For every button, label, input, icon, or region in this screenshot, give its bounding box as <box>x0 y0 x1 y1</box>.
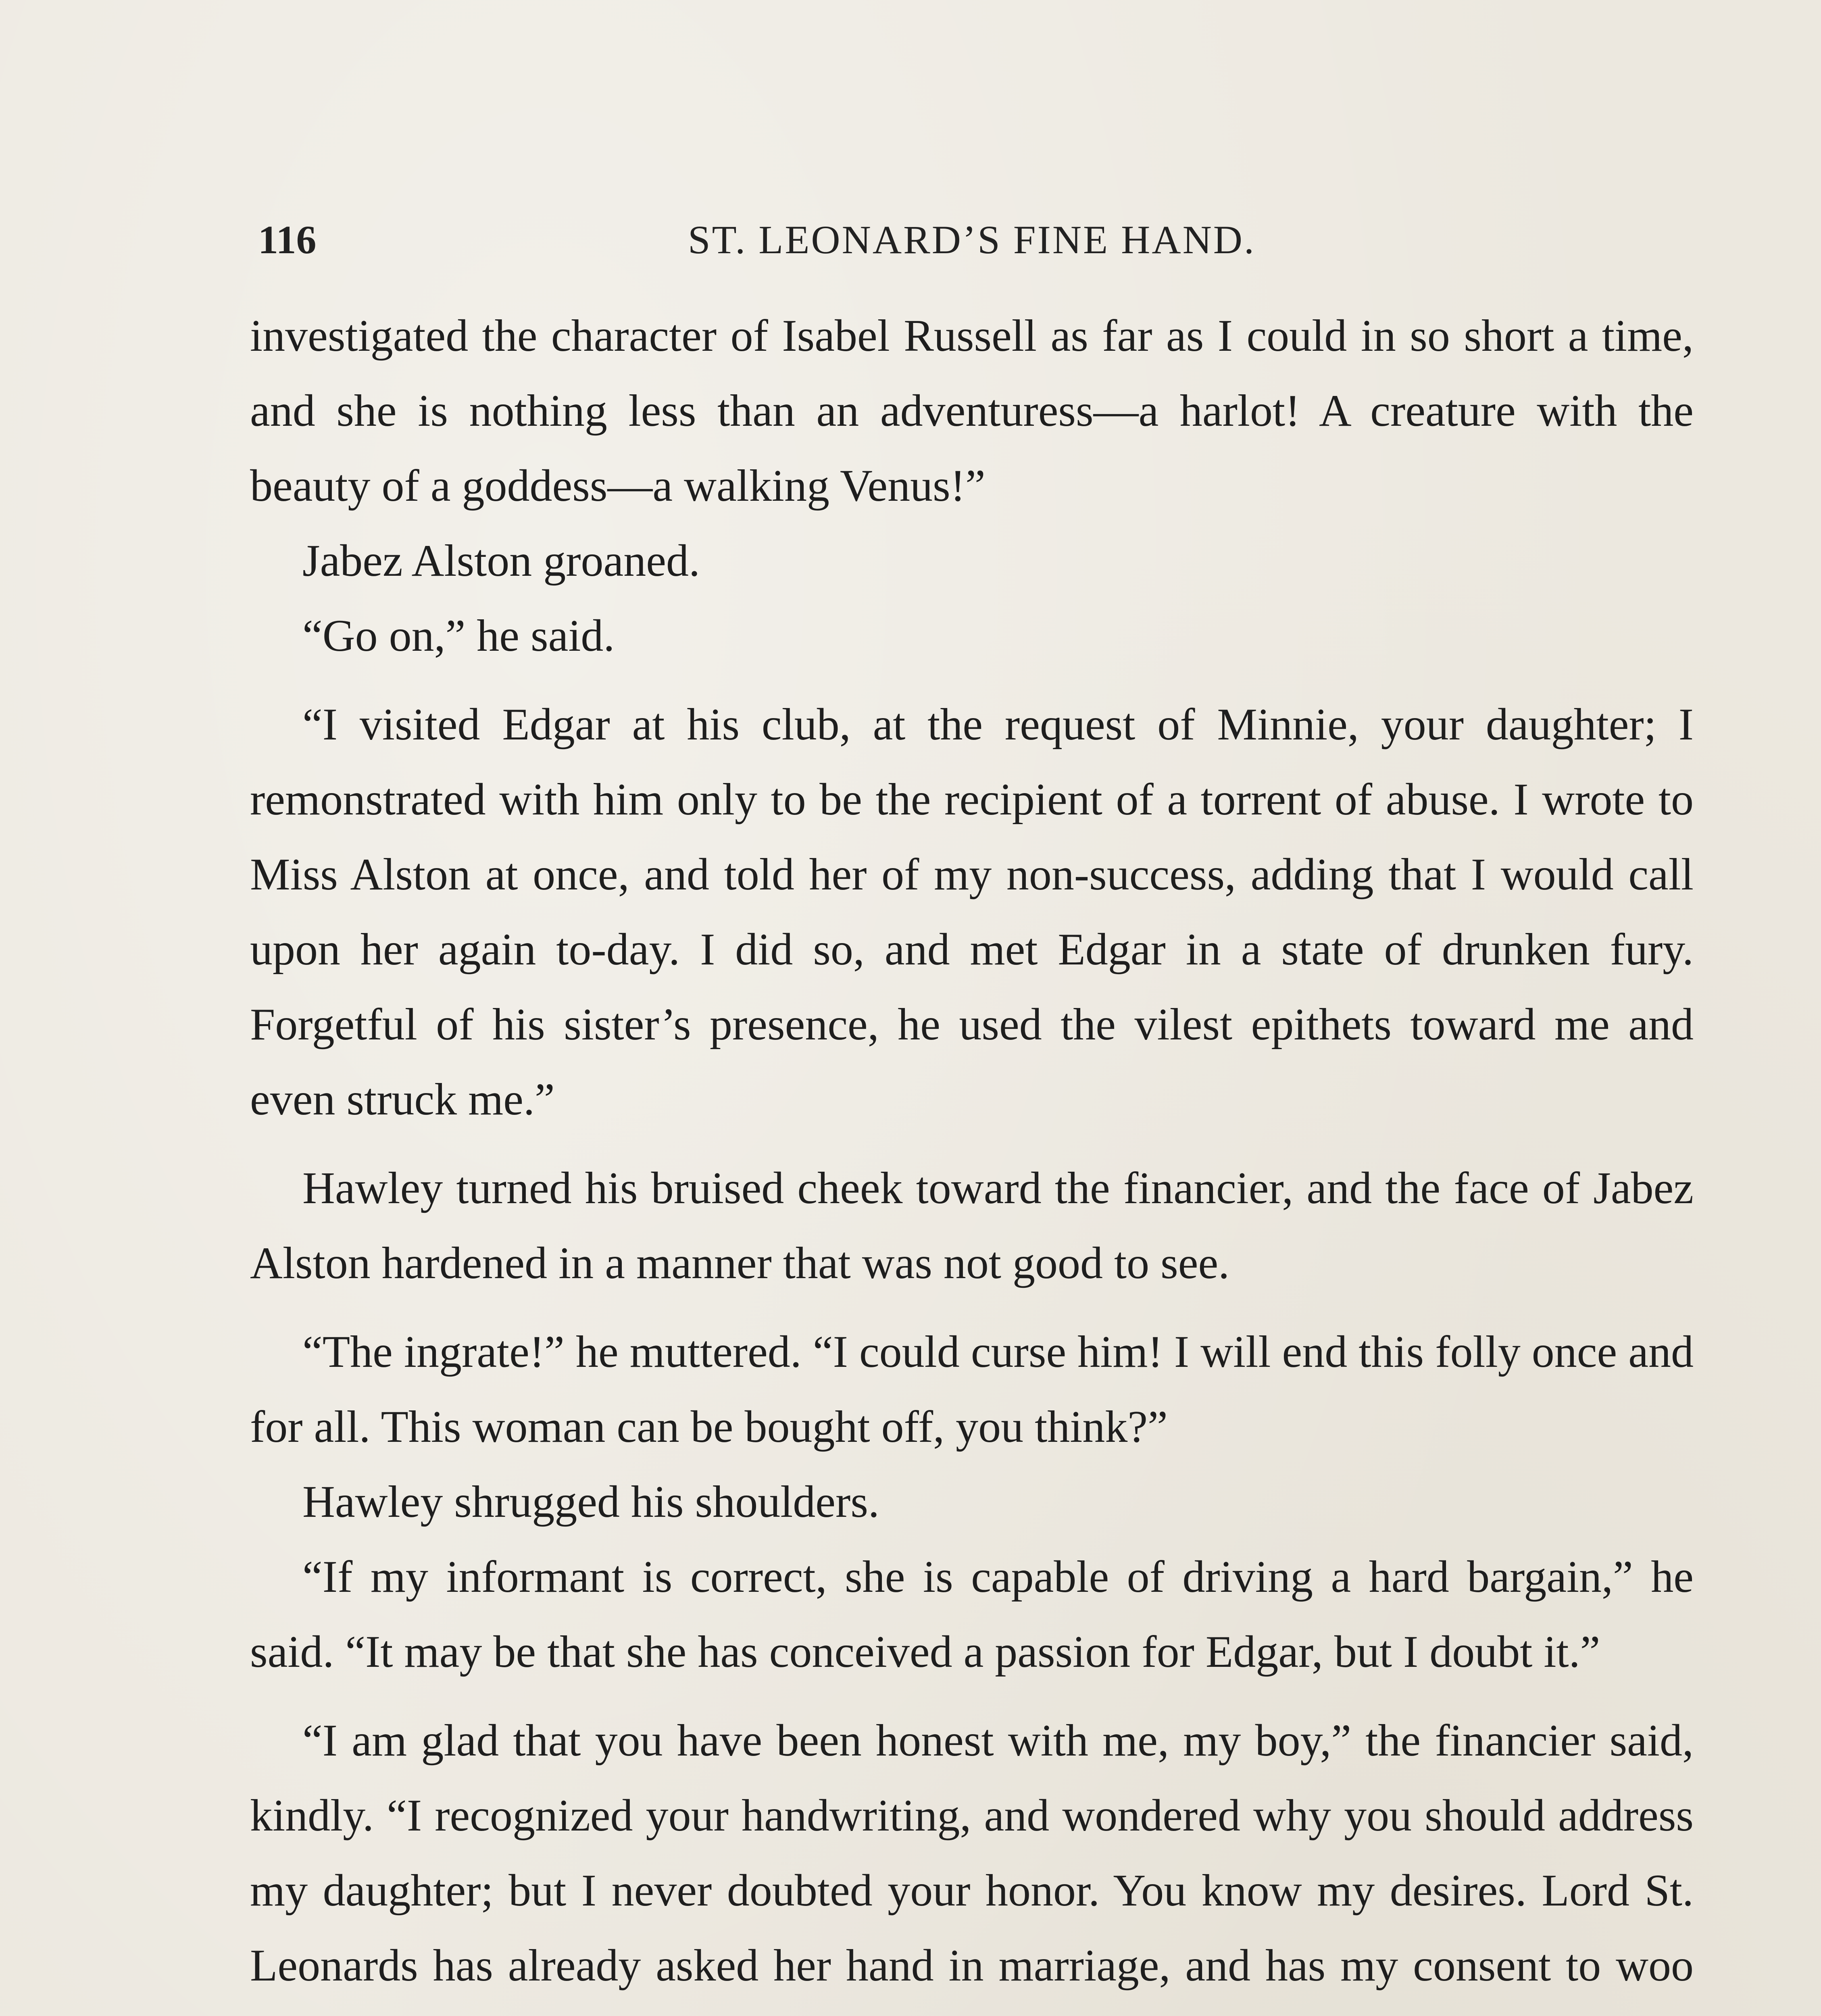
running-head <box>250 210 1694 270</box>
paragraph: “I am glad that you have been honest with me, my boy,” the financier said, kindly. “I recognized your handwriting, and wondered why you should address my daughter; but I never doubted your honor. You know my desires. Lord St. Leonards has already asked her hand in marriage, and has my consent to woo <box>250 1716 1694 1991</box>
body-text <box>250 298 1694 2016</box>
book-title: ST. LEONARD’S FINE HAND. <box>688 217 1256 262</box>
paragraph: Hawley shrugged his shoulders. <box>302 1477 879 1527</box>
paragraph: Jabez Alston groaned. <box>302 536 700 586</box>
page-number: 116 <box>258 217 317 262</box>
paragraph: “If my informant is correct, she is capable of driving a hard bargain,” he said. “It may be that she has conceived a passion for Edgar, but I doubt it.” <box>250 1552 1694 1677</box>
paragraph: Hawley turned his bruised cheek toward the financier, and the face of Jabez Alston hardened in a manner that was not good to see. <box>250 1163 1694 1288</box>
paragraph: “Go on,” he said. <box>302 611 615 661</box>
paragraph: investigated the character of Isabel Russell as far as I could in so short a time, and she is nothing less than an adventuress—a harlot! A creature with the beauty of a goddess—a walking Venus!” <box>250 311 1694 511</box>
paragraph: “The ingrate!” he muttered. “I could curse him! I will end this folly once and for all. This woman can be bought off, you think?” <box>250 1327 1694 1452</box>
paragraph: “I visited Edgar at his club, at the request of Minnie, your daughter; I remonstrated with him only to be the recipient of a torrent of abuse. I wrote to Miss Alston at once, and told her of my non-success, adding that I would call upon her again to-day. I did so, and met Edgar in a state of drunken fury. Forgetful of his sister’s presence, he used the vilest epithets toward me and even struck me.” <box>250 700 1694 1125</box>
